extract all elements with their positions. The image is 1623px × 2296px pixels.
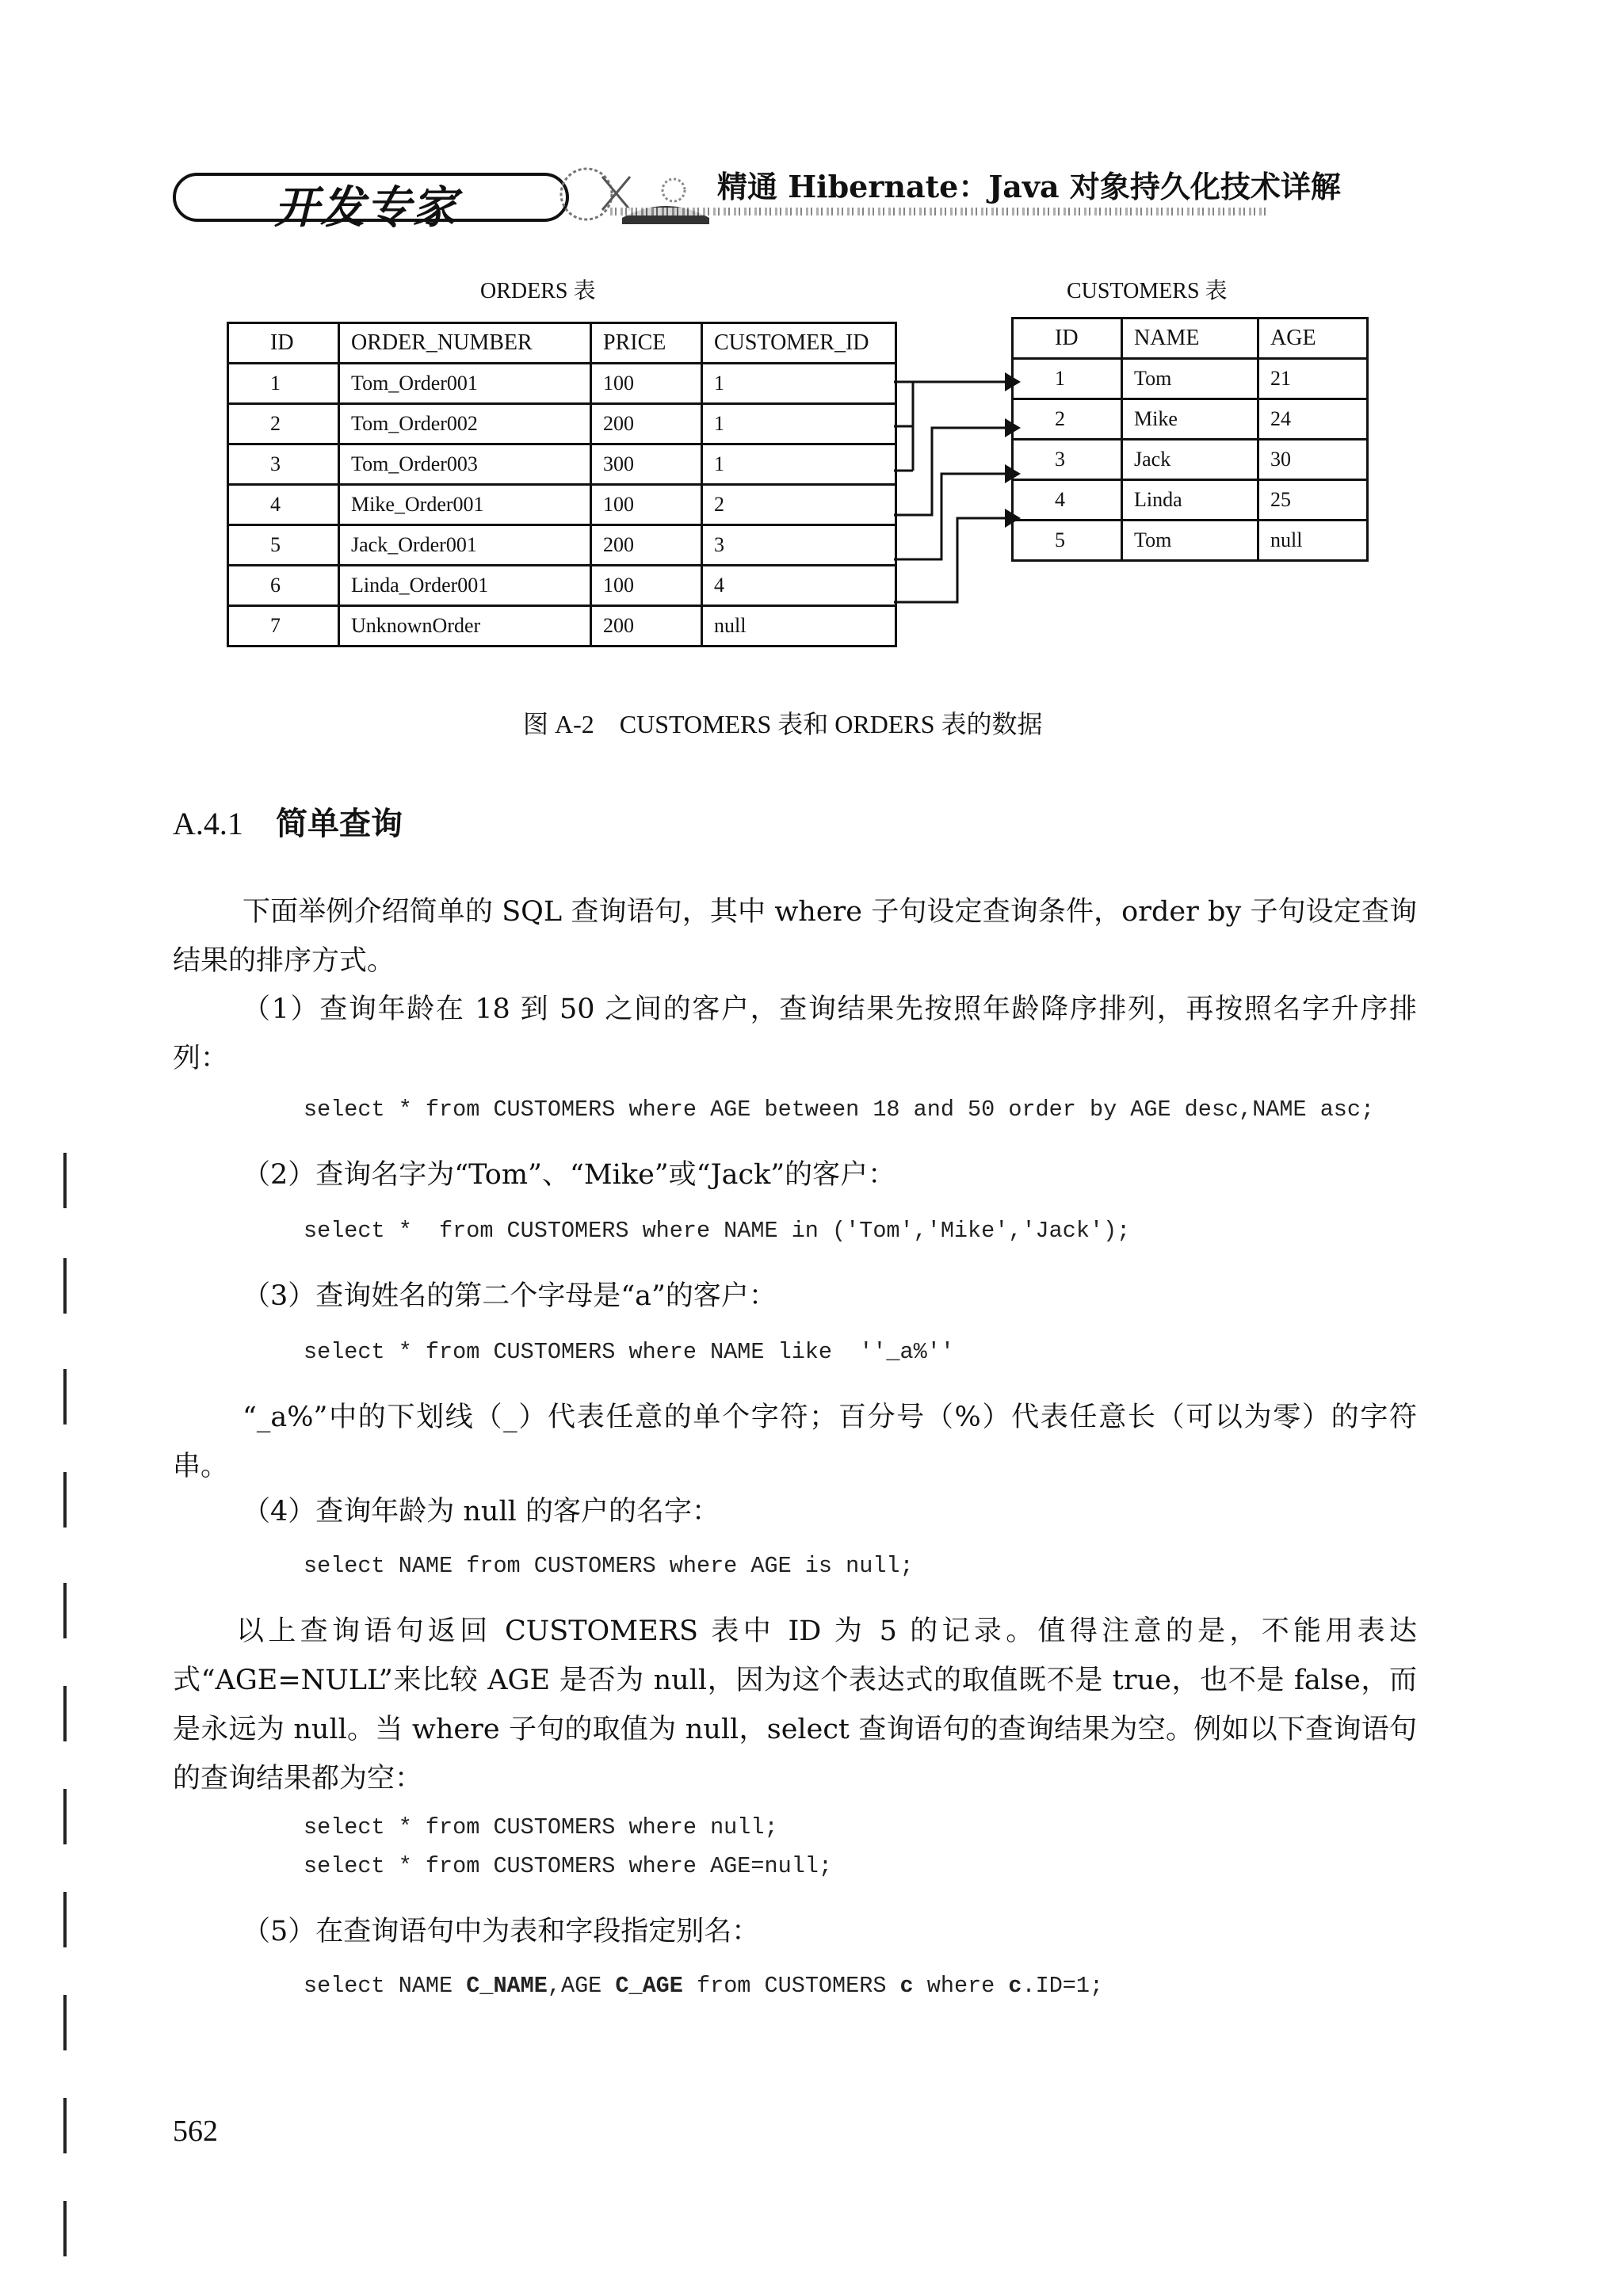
column-header: ORDER_NUMBER bbox=[339, 323, 591, 364]
table-cell: 4 bbox=[702, 566, 896, 606]
margin-bar bbox=[63, 1472, 67, 1527]
code-6-alias: C_AGE bbox=[615, 1973, 683, 1999]
table-cell: 6 bbox=[228, 566, 339, 606]
note-4: 以上查询语句返回 CUSTOMERS 表中 ID 为 5 的记录。值得注意的是，不能用表达式“AGE=NULL”来比较 AGE 是否为 null，因为这个表达式的取值既不是 true，也不是 false，而是永远为 null。当 where 子句的取值为 null，select 查询语句的查询结果为空。例如以下查询语句的查询结果都为空： bbox=[173, 1615, 1417, 1794]
table-cell: 5 bbox=[1013, 521, 1122, 561]
table-cell: 24 bbox=[1258, 399, 1368, 440]
table-cell: Linda_Order001 bbox=[339, 566, 591, 606]
section-heading bbox=[173, 799, 403, 844]
margin-bar bbox=[63, 2098, 67, 2153]
orders-table-caption: ORDERS 表 bbox=[480, 279, 596, 303]
table-row bbox=[228, 525, 896, 566]
code-6-alias: c bbox=[899, 1973, 914, 1999]
book-title: 精通 Hibernate：Java 对象持久化技术详解 bbox=[717, 169, 1341, 204]
foreign-key-arrows bbox=[894, 349, 1021, 618]
margin-bar bbox=[63, 1686, 67, 1741]
table-cell: 7 bbox=[228, 606, 339, 646]
code-2: select * from CUSTOMERS where NAME in ('Tom','Mike','Jack'); bbox=[304, 1218, 1131, 1244]
table-cell: Mike bbox=[1122, 399, 1258, 440]
table-cell: 1 bbox=[1013, 359, 1122, 399]
orders-table bbox=[227, 322, 897, 647]
table-cell: Jack bbox=[1122, 440, 1258, 480]
table-row bbox=[1013, 480, 1368, 521]
table-cell: null bbox=[1258, 521, 1368, 561]
table-row bbox=[228, 606, 896, 646]
column-header: ID bbox=[1013, 318, 1122, 359]
table-cell: 1 bbox=[702, 364, 896, 404]
table-cell: Jack_Order001 bbox=[339, 525, 591, 566]
series-badge bbox=[173, 166, 569, 234]
table-row bbox=[1013, 521, 1368, 561]
table-cell: 30 bbox=[1258, 440, 1368, 480]
page-number: 562 bbox=[173, 2115, 218, 2148]
figure-caption: 图 A-2 CUSTOMERS 表和 ORDERS 表的数据 bbox=[523, 710, 1043, 738]
code-6-part: where bbox=[913, 1973, 1009, 1999]
table-row bbox=[228, 404, 896, 444]
table-row bbox=[228, 364, 896, 404]
code-6 bbox=[304, 1973, 1103, 1999]
column-header: ID bbox=[228, 323, 339, 364]
table-cell: UnknownOrder bbox=[339, 606, 591, 646]
table-cell: 5 bbox=[228, 525, 339, 566]
code-4: select NAME from CUSTOMERS where AGE is null; bbox=[304, 1553, 914, 1579]
table-row bbox=[228, 485, 896, 525]
table-cell: 200 bbox=[591, 404, 702, 444]
margin-bar bbox=[63, 1369, 67, 1425]
table-cell: Tom_Order001 bbox=[339, 364, 591, 404]
table-row bbox=[1013, 359, 1368, 399]
code-6-part: .ID=1; bbox=[1022, 1973, 1104, 1999]
item-5: （5）在查询语句中为表和字段指定别名： bbox=[242, 1916, 760, 1947]
table-cell: 21 bbox=[1258, 359, 1368, 399]
table-row bbox=[228, 444, 896, 485]
code-6-part: ,AGE bbox=[547, 1973, 616, 1999]
table-cell: 3 bbox=[702, 525, 896, 566]
code-1: select * from CUSTOMERS where AGE between 18 and 50 order by AGE desc,NAME asc; bbox=[304, 1097, 1375, 1123]
table-cell: Tom_Order003 bbox=[339, 444, 591, 485]
table-cell: 1 bbox=[702, 404, 896, 444]
table-cell: 2 bbox=[702, 485, 896, 525]
badge-text: 开发专家 bbox=[274, 182, 458, 234]
code-3: select * from CUSTOMERS where NAME like ''_a%'' bbox=[304, 1339, 954, 1365]
header-decoration-icon bbox=[555, 162, 713, 234]
table-cell: 3 bbox=[228, 444, 339, 485]
margin-bar bbox=[63, 2201, 67, 2256]
code-6-part: select NAME bbox=[304, 1973, 467, 1999]
table-header-row bbox=[1013, 318, 1368, 359]
table-cell: 2 bbox=[228, 404, 339, 444]
column-header: AGE bbox=[1258, 318, 1368, 359]
item-4: （4）查询年龄为 null 的客户的名字： bbox=[242, 1496, 720, 1527]
table-cell: Linda bbox=[1122, 480, 1258, 521]
table-cell: 1 bbox=[228, 364, 339, 404]
table-cell: Tom bbox=[1122, 521, 1258, 561]
intro-paragraph: 下面举例介绍简单的 SQL 查询语句，其中 where 子句设定查询条件，order by 子句设定查询结果的排序方式。 bbox=[173, 896, 1417, 977]
margin-bar bbox=[63, 1583, 67, 1638]
table-row bbox=[228, 566, 896, 606]
column-header: PRICE bbox=[591, 323, 702, 364]
customers-table-caption: CUSTOMERS 表 bbox=[1067, 279, 1228, 303]
table-cell: 300 bbox=[591, 444, 702, 485]
table-cell: 2 bbox=[1013, 399, 1122, 440]
section-number: A.4.1 bbox=[173, 806, 243, 841]
margin-bar bbox=[63, 1892, 67, 1947]
table-cell: 100 bbox=[591, 566, 702, 606]
column-header: NAME bbox=[1122, 318, 1258, 359]
table-cell: 25 bbox=[1258, 480, 1368, 521]
table-cell: 3 bbox=[1013, 440, 1122, 480]
table-cell: 200 bbox=[591, 525, 702, 566]
margin-bar bbox=[63, 1153, 67, 1208]
table-row bbox=[1013, 399, 1368, 440]
item-2: （2）查询名字为“Tom”、“Mike”或“Jack”的客户： bbox=[242, 1159, 896, 1191]
code-6-part: from CUSTOMERS bbox=[682, 1973, 900, 1999]
code-6-alias: c bbox=[1008, 1973, 1022, 1999]
table-cell: 4 bbox=[1013, 480, 1122, 521]
customers-table bbox=[1011, 317, 1369, 562]
code-5a: select * from CUSTOMERS where null; bbox=[304, 1814, 778, 1840]
table-cell: Tom bbox=[1122, 359, 1258, 399]
code-5b: select * from CUSTOMERS where AGE=null; bbox=[304, 1853, 833, 1879]
code-6-alias: C_NAME bbox=[466, 1973, 548, 1999]
margin-bar bbox=[63, 1995, 67, 2050]
table-cell: 4 bbox=[228, 485, 339, 525]
table-header-row bbox=[228, 323, 896, 364]
margin-bar bbox=[63, 1258, 67, 1314]
header-rule bbox=[610, 208, 1268, 215]
table-cell: 1 bbox=[702, 444, 896, 485]
table-cell: null bbox=[702, 606, 896, 646]
section-title: 简单查询 bbox=[275, 805, 403, 842]
note-3: “_a%”中的下划线（_）代表任意的单个字符；百分号（%）代表任意长（可以为零）的字符串。 bbox=[173, 1402, 1417, 1482]
table-row bbox=[1013, 440, 1368, 480]
table-cell: Mike_Order001 bbox=[339, 485, 591, 525]
table-cell: 100 bbox=[591, 485, 702, 525]
margin-bar bbox=[63, 1789, 67, 1844]
table-cell: Tom_Order002 bbox=[339, 404, 591, 444]
table-cell: 100 bbox=[591, 364, 702, 404]
table-cell: 200 bbox=[591, 606, 702, 646]
item-1: （1）查询年龄在 18 到 50 之间的客户，查询结果先按照年龄降序排列，再按照名字升序排列： bbox=[173, 994, 1417, 1074]
column-header: CUSTOMER_ID bbox=[702, 323, 896, 364]
item-3: （3）查询姓名的第二个字母是“a”的客户： bbox=[242, 1280, 777, 1312]
